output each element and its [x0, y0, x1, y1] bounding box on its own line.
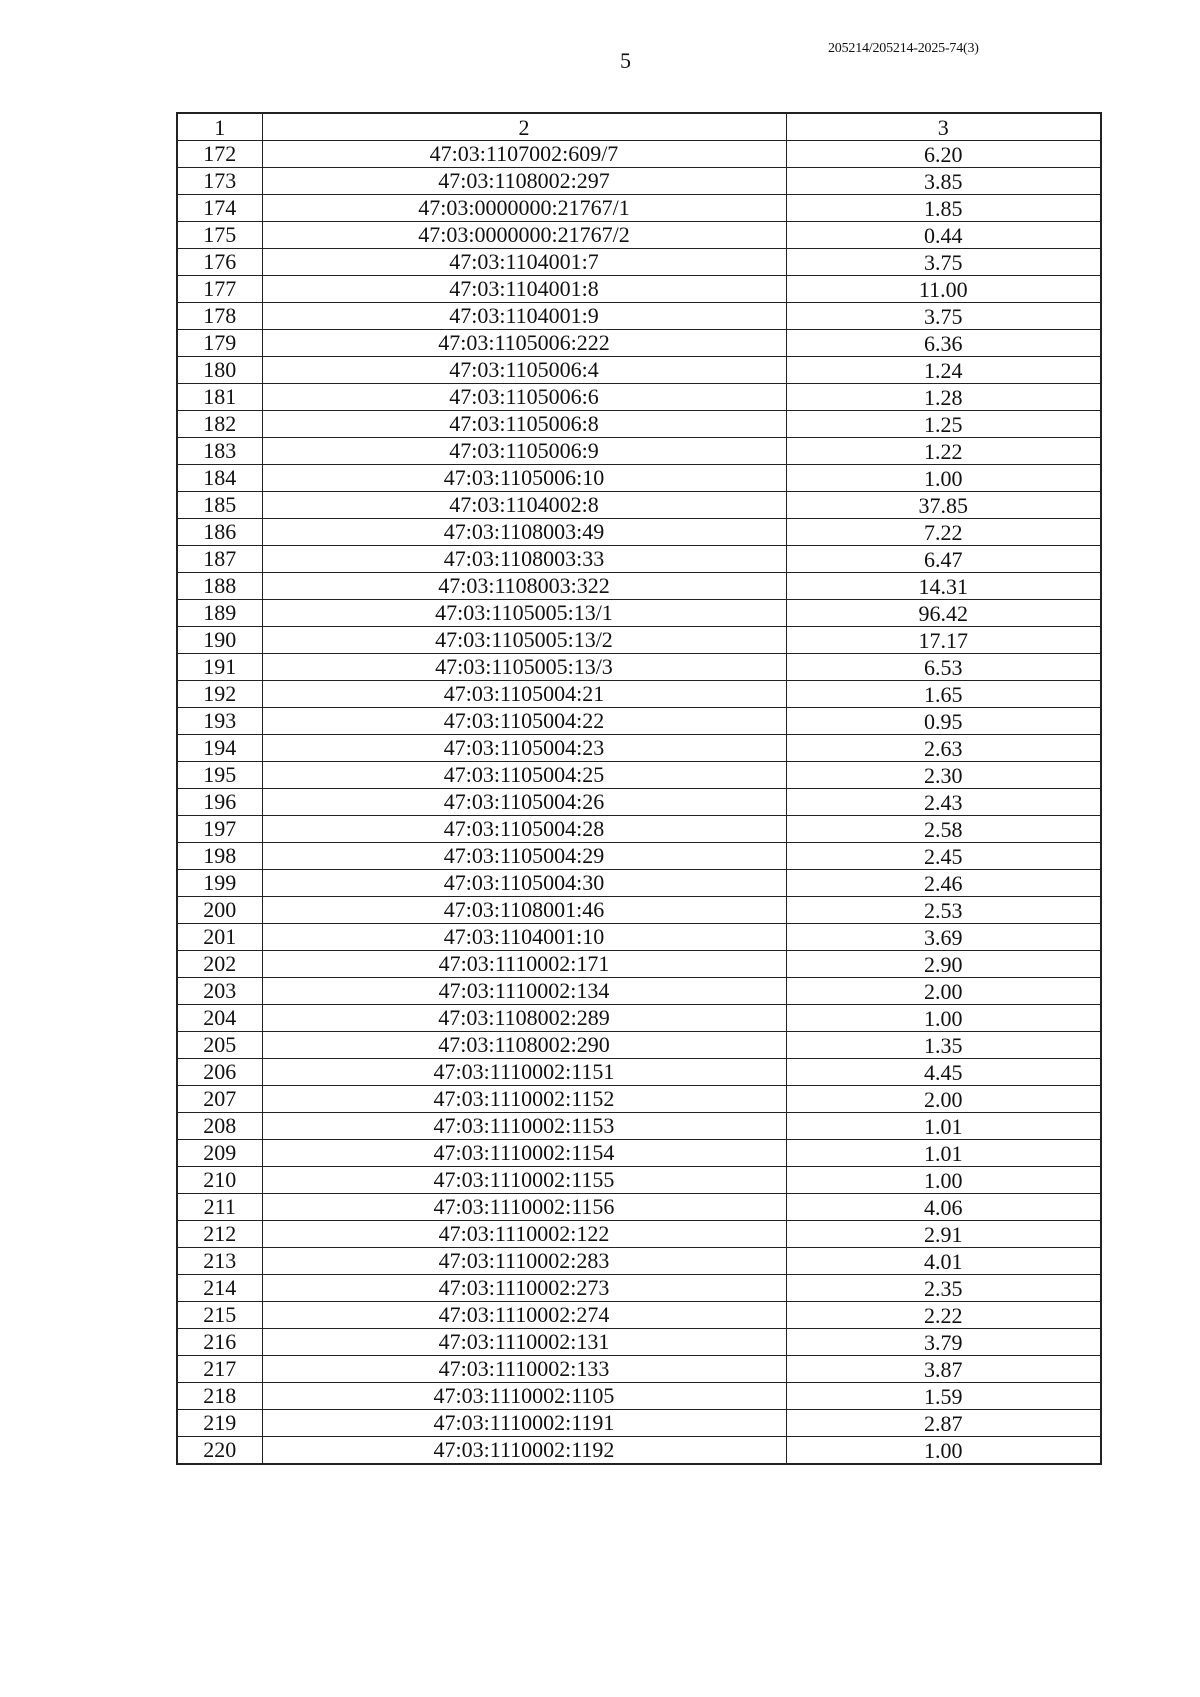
cadastral-number-cell: 47:03:1110002:171 [262, 951, 786, 978]
table-row [177, 951, 1101, 978]
table-row [177, 1113, 1101, 1140]
cadastral-number-cell: 47:03:1107002:609/7 [262, 141, 786, 168]
value-cell: 6.36 [786, 330, 1101, 357]
value-cell: 1.01 [786, 1140, 1101, 1167]
row-number-cell: 181 [177, 384, 262, 411]
value-cell: 3.85 [786, 168, 1101, 195]
table-row [177, 195, 1101, 222]
value-cell: 3.87 [786, 1356, 1101, 1383]
row-number-cell: 194 [177, 735, 262, 762]
table-row [177, 843, 1101, 870]
table-row [177, 438, 1101, 465]
value-cell: 2.00 [786, 978, 1101, 1005]
row-number-cell: 217 [177, 1356, 262, 1383]
table-row [177, 654, 1101, 681]
row-number-cell: 193 [177, 708, 262, 735]
row-number-cell: 205 [177, 1032, 262, 1059]
cadastral-number-cell: 47:03:1110002:1154 [262, 1140, 786, 1167]
cadastral-number-cell: 47:03:1110002:1155 [262, 1167, 786, 1194]
cadastral-number-cell: 47:03:1110002:1156 [262, 1194, 786, 1221]
row-number-cell: 215 [177, 1302, 262, 1329]
cadastral-number-cell: 47:03:1110002:122 [262, 1221, 786, 1248]
cadastral-number-cell: 47:03:1105005:13/3 [262, 654, 786, 681]
cadastral-number-cell: 47:03:1110002:1152 [262, 1086, 786, 1113]
value-cell: 1.35 [786, 1032, 1101, 1059]
cadastral-number-cell: 47:03:1110002:131 [262, 1329, 786, 1356]
row-number-cell: 176 [177, 249, 262, 276]
table-row [177, 924, 1101, 951]
page-number: 5 [620, 48, 631, 73]
value-cell: 0.95 [786, 708, 1101, 735]
value-cell: 3.69 [786, 924, 1101, 951]
value-cell: 3.75 [786, 303, 1101, 330]
value-cell: 1.24 [786, 357, 1101, 384]
cadastral-number-cell: 47:03:1108003:322 [262, 573, 786, 600]
value-cell: 2.45 [786, 843, 1101, 870]
row-number-cell: 179 [177, 330, 262, 357]
table-row [177, 465, 1101, 492]
value-cell: 4.06 [786, 1194, 1101, 1221]
table-row [177, 1329, 1101, 1356]
row-number-cell: 208 [177, 1113, 262, 1140]
table-body [177, 141, 1101, 1465]
value-cell: 6.20 [786, 141, 1101, 168]
cadastral-number-cell: 47:03:1105004:26 [262, 789, 786, 816]
cadastral-number-cell: 47:03:1104002:8 [262, 492, 786, 519]
column-header-1: 1 [177, 113, 262, 141]
row-number-cell: 212 [177, 1221, 262, 1248]
value-cell: 1.00 [786, 1167, 1101, 1194]
value-cell: 6.47 [786, 546, 1101, 573]
document-id: 205214/205214-2025-74(3) [828, 41, 979, 56]
row-number-cell: 192 [177, 681, 262, 708]
cadastral-number-cell: 47:03:1105004:25 [262, 762, 786, 789]
row-number-cell: 191 [177, 654, 262, 681]
value-cell: 1.01 [786, 1113, 1101, 1140]
row-number-cell: 220 [177, 1437, 262, 1465]
table-row [177, 222, 1101, 249]
row-number-cell: 173 [177, 168, 262, 195]
row-number-cell: 196 [177, 789, 262, 816]
value-cell: 2.63 [786, 735, 1101, 762]
table-row [177, 1221, 1101, 1248]
value-cell: 1.65 [786, 681, 1101, 708]
table-row [177, 789, 1101, 816]
row-number-cell: 188 [177, 573, 262, 600]
table-row [177, 141, 1101, 168]
row-number-cell: 184 [177, 465, 262, 492]
cadastral-number-cell: 47:03:1105004:29 [262, 843, 786, 870]
table-row [177, 1005, 1101, 1032]
cadastral-number-cell: 47:03:1105004:28 [262, 816, 786, 843]
cadastral-number-cell: 47:03:1104001:8 [262, 276, 786, 303]
value-cell: 1.22 [786, 438, 1101, 465]
value-cell: 2.30 [786, 762, 1101, 789]
cadastral-number-cell: 47:03:1110002:1191 [262, 1410, 786, 1437]
table-row [177, 573, 1101, 600]
value-cell: 17.17 [786, 627, 1101, 654]
table-row [177, 1275, 1101, 1302]
row-number-cell: 189 [177, 600, 262, 627]
cadastral-number-cell: 47:03:1105006:10 [262, 465, 786, 492]
value-cell: 2.43 [786, 789, 1101, 816]
value-cell: 2.87 [786, 1410, 1101, 1437]
table-row [177, 1140, 1101, 1167]
cadastral-number-cell: 47:03:1110002:1105 [262, 1383, 786, 1410]
cadastral-number-cell: 47:03:0000000:21767/2 [262, 222, 786, 249]
cadastral-number-cell: 47:03:1108003:33 [262, 546, 786, 573]
table-row [177, 168, 1101, 195]
cadastral-number-cell: 47:03:1104001:7 [262, 249, 786, 276]
value-cell: 3.75 [786, 249, 1101, 276]
cadastral-number-cell: 47:03:1110002:134 [262, 978, 786, 1005]
value-cell: 1.28 [786, 384, 1101, 411]
row-number-cell: 202 [177, 951, 262, 978]
row-number-cell: 186 [177, 519, 262, 546]
row-number-cell: 183 [177, 438, 262, 465]
table-row [177, 357, 1101, 384]
row-number-cell: 178 [177, 303, 262, 330]
cadastral-number-cell: 47:03:1104001:10 [262, 924, 786, 951]
table-row [177, 627, 1101, 654]
table-row [177, 1410, 1101, 1437]
table-row [177, 411, 1101, 438]
row-number-cell: 204 [177, 1005, 262, 1032]
value-cell: 6.53 [786, 654, 1101, 681]
row-number-cell: 201 [177, 924, 262, 951]
row-number-cell: 219 [177, 1410, 262, 1437]
cadastral-number-cell: 47:03:1108003:49 [262, 519, 786, 546]
cadastral-number-cell: 47:03:1105004:22 [262, 708, 786, 735]
value-cell: 96.42 [786, 600, 1101, 627]
value-cell: 3.79 [786, 1329, 1101, 1356]
table-row [177, 330, 1101, 357]
row-number-cell: 210 [177, 1167, 262, 1194]
row-number-cell: 182 [177, 411, 262, 438]
row-number-cell: 218 [177, 1383, 262, 1410]
value-cell: 2.46 [786, 870, 1101, 897]
value-cell: 2.35 [786, 1275, 1101, 1302]
cadastral-number-cell: 47:03:1110002:1153 [262, 1113, 786, 1140]
table-row [177, 978, 1101, 1005]
cadastral-number-cell: 47:03:1104001:9 [262, 303, 786, 330]
value-cell: 1.59 [786, 1383, 1101, 1410]
table-row [177, 276, 1101, 303]
table-row [177, 870, 1101, 897]
table-row [177, 1194, 1101, 1221]
table-row [177, 1032, 1101, 1059]
table-row [177, 1383, 1101, 1410]
row-number-cell: 172 [177, 141, 262, 168]
table-row [177, 384, 1101, 411]
cadastral-number-cell: 47:03:0000000:21767/1 [262, 195, 786, 222]
value-cell: 11.00 [786, 276, 1101, 303]
row-number-cell: 175 [177, 222, 262, 249]
cadastral-number-cell: 47:03:1108002:289 [262, 1005, 786, 1032]
value-cell: 4.45 [786, 1059, 1101, 1086]
cadastral-table-container [176, 112, 1100, 1465]
cadastral-number-cell: 47:03:1108001:46 [262, 897, 786, 924]
row-number-cell: 209 [177, 1140, 262, 1167]
table-row [177, 1437, 1101, 1465]
value-cell: 1.85 [786, 195, 1101, 222]
table-row [177, 519, 1101, 546]
table-row [177, 249, 1101, 276]
value-cell: 0.44 [786, 222, 1101, 249]
table-row [177, 546, 1101, 573]
cadastral-number-cell: 47:03:1110002:1192 [262, 1437, 786, 1465]
value-cell: 7.22 [786, 519, 1101, 546]
value-cell: 1.25 [786, 411, 1101, 438]
row-number-cell: 216 [177, 1329, 262, 1356]
table-row [177, 897, 1101, 924]
table-row [177, 303, 1101, 330]
row-number-cell: 190 [177, 627, 262, 654]
value-cell: 2.58 [786, 816, 1101, 843]
row-number-cell: 211 [177, 1194, 262, 1221]
value-cell: 2.00 [786, 1086, 1101, 1113]
row-number-cell: 213 [177, 1248, 262, 1275]
cadastral-number-cell: 47:03:1110002:133 [262, 1356, 786, 1383]
table-row [177, 1059, 1101, 1086]
table-row [177, 1167, 1101, 1194]
value-cell: 37.85 [786, 492, 1101, 519]
table-row [177, 492, 1101, 519]
row-number-cell: 198 [177, 843, 262, 870]
value-cell: 4.01 [786, 1248, 1101, 1275]
value-cell: 2.90 [786, 951, 1101, 978]
row-number-cell: 185 [177, 492, 262, 519]
cadastral-number-cell: 47:03:1105006:8 [262, 411, 786, 438]
cadastral-table [176, 112, 1102, 1465]
cadastral-number-cell: 47:03:1110002:274 [262, 1302, 786, 1329]
value-cell: 1.00 [786, 1437, 1101, 1465]
cadastral-number-cell: 47:03:1105004:30 [262, 870, 786, 897]
table-row [177, 708, 1101, 735]
row-number-cell: 180 [177, 357, 262, 384]
cadastral-number-cell: 47:03:1110002:283 [262, 1248, 786, 1275]
table-row [177, 681, 1101, 708]
cadastral-number-cell: 47:03:1105006:6 [262, 384, 786, 411]
row-number-cell: 187 [177, 546, 262, 573]
value-cell: 1.00 [786, 465, 1101, 492]
cadastral-number-cell: 47:03:1105005:13/1 [262, 600, 786, 627]
table-row [177, 600, 1101, 627]
row-number-cell: 203 [177, 978, 262, 1005]
cadastral-number-cell: 47:03:1105006:9 [262, 438, 786, 465]
table-row [177, 735, 1101, 762]
table-row [177, 1302, 1101, 1329]
table-row [177, 1086, 1101, 1113]
row-number-cell: 199 [177, 870, 262, 897]
row-number-cell: 207 [177, 1086, 262, 1113]
row-number-cell: 177 [177, 276, 262, 303]
row-number-cell: 206 [177, 1059, 262, 1086]
table-row [177, 1356, 1101, 1383]
row-number-cell: 174 [177, 195, 262, 222]
value-cell: 14.31 [786, 573, 1101, 600]
row-number-cell: 197 [177, 816, 262, 843]
value-cell: 2.53 [786, 897, 1101, 924]
row-number-cell: 214 [177, 1275, 262, 1302]
column-header-3: 3 [786, 113, 1101, 141]
cadastral-number-cell: 47:03:1105005:13/2 [262, 627, 786, 654]
cadastral-number-cell: 47:03:1108002:290 [262, 1032, 786, 1059]
cadastral-number-cell: 47:03:1105004:23 [262, 735, 786, 762]
cadastral-number-cell: 47:03:1105004:21 [262, 681, 786, 708]
column-header-2: 2 [262, 113, 786, 141]
cadastral-number-cell: 47:03:1110002:1151 [262, 1059, 786, 1086]
value-cell: 2.91 [786, 1221, 1101, 1248]
cadastral-number-cell: 47:03:1105006:222 [262, 330, 786, 357]
cadastral-number-cell: 47:03:1105006:4 [262, 357, 786, 384]
table-row [177, 762, 1101, 789]
row-number-cell: 200 [177, 897, 262, 924]
table-header-row [177, 113, 1101, 141]
value-cell: 2.22 [786, 1302, 1101, 1329]
table-row [177, 816, 1101, 843]
value-cell: 1.00 [786, 1005, 1101, 1032]
cadastral-number-cell: 47:03:1108002:297 [262, 168, 786, 195]
table-row [177, 1248, 1101, 1275]
row-number-cell: 195 [177, 762, 262, 789]
cadastral-number-cell: 47:03:1110002:273 [262, 1275, 786, 1302]
